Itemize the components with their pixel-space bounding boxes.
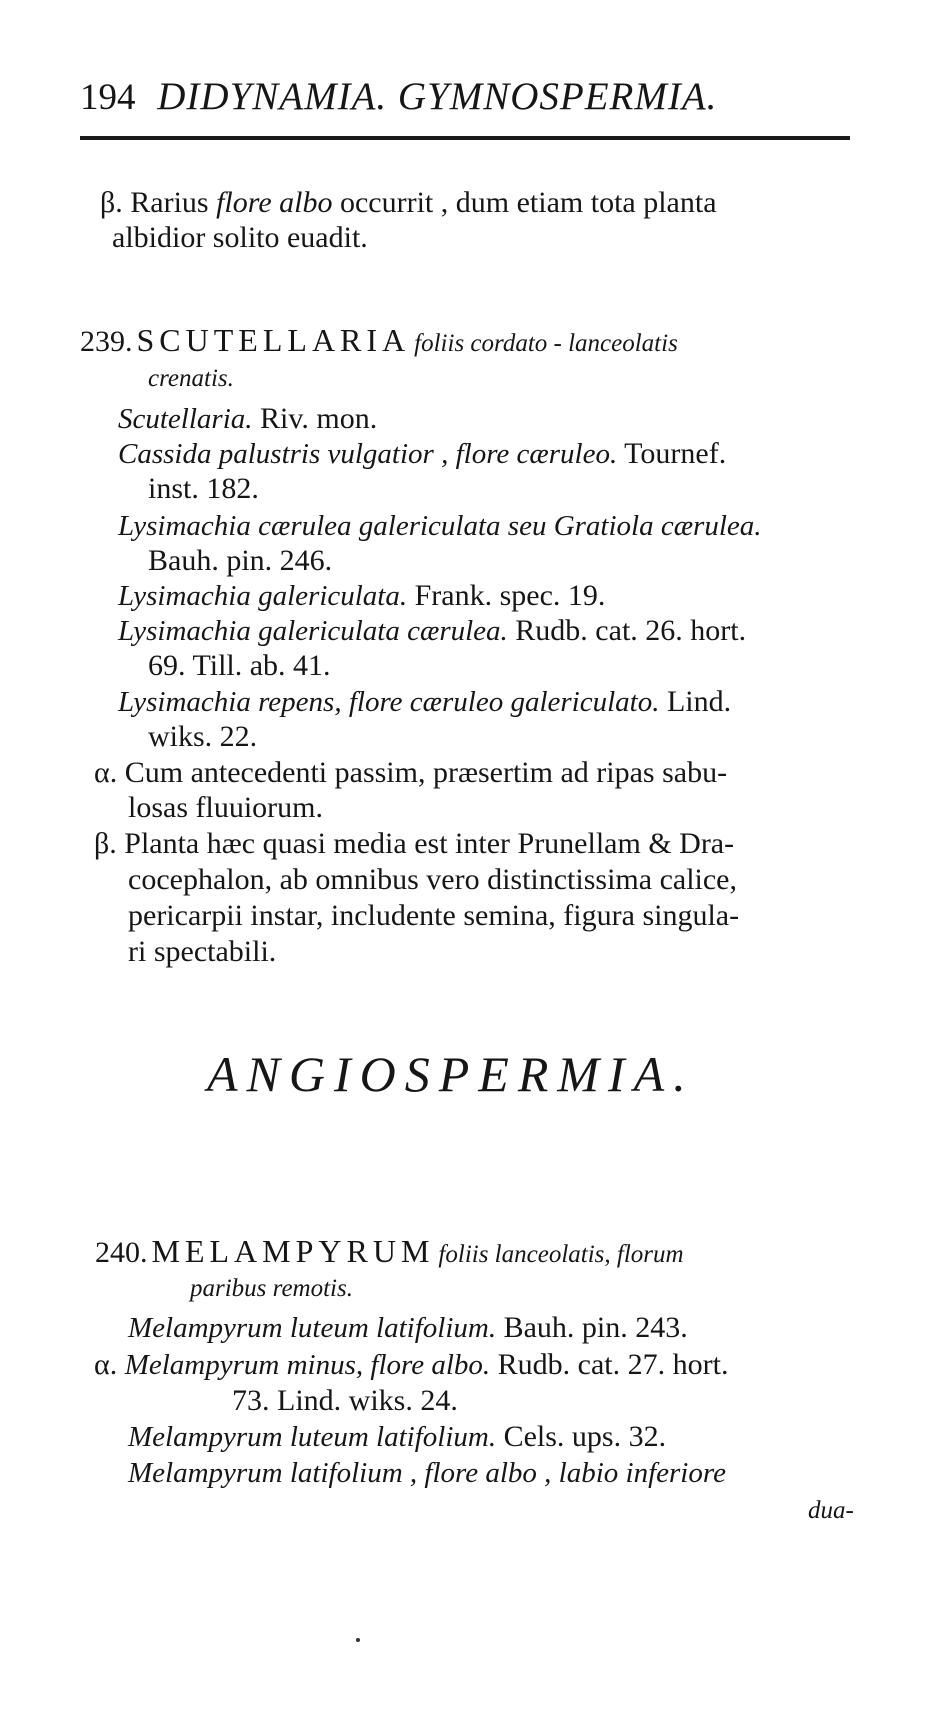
entry-number: 239. xyxy=(80,325,133,358)
synonym-line: Melampyrum luteum latifolium. Cels. ups. 32. xyxy=(128,1420,667,1453)
section-title: ANGIOSPERMIA. xyxy=(207,1046,695,1102)
beta-note-line-2: cocephalon, ab omnibus vero distinctissima calice, xyxy=(128,863,737,896)
genus-name: SCUTELLARIA xyxy=(136,322,411,358)
variety-marker: α. xyxy=(94,1348,118,1381)
beta-line-2: albidior solito euadit. xyxy=(112,221,368,254)
variety-marker: β. xyxy=(94,827,117,860)
synonym-line: Melampyrum luteum latifolium. Bauh. pin. 243. xyxy=(128,1311,688,1344)
beta-note-line-4: ri spectabili. xyxy=(128,935,277,968)
running-title: DIDYNAMIA. GYMNOSPERMIA. xyxy=(157,75,718,118)
beta-note-line-1: β. Planta hæc quasi media est inter Prunellam & Dra- xyxy=(94,827,735,860)
variety-marker: β. xyxy=(100,186,123,219)
genus-name: MELAMPYRUM xyxy=(151,1233,435,1269)
diagnosis: foliis lanceolatis, florum xyxy=(438,1241,684,1268)
synonym-line: Scutellaria. Riv. mon. xyxy=(118,402,378,435)
synonym-line: α. Melampyrum minus, flore albo. Rudb. cat. 27. hort. xyxy=(94,1348,729,1381)
diagnosis-continued: paribus remotis. xyxy=(190,1275,353,1302)
diagnosis-continued: crenatis. xyxy=(148,365,234,392)
synonym-line: inst. 182. xyxy=(148,472,259,505)
variety-marker: α. xyxy=(94,756,118,789)
diagnosis: foliis cordato - lanceolatis xyxy=(414,330,678,357)
beta-note-line-3: pericarpii instar, includente semina, figura singula- xyxy=(128,899,740,932)
alpha-note-line-1: α. Cum antecedenti passim, præsertim ad ripas sabu- xyxy=(94,756,728,789)
page-number: 194 xyxy=(80,77,136,118)
synonym-line: Lysimachia galericulata. Frank. spec. 19. xyxy=(118,579,606,612)
synonym-line: wiks. 22. xyxy=(148,720,258,753)
synonym-line: Bauh. pin. 246. xyxy=(148,544,333,577)
beta-line-1: β. Rarius flore albo occurrit , dum etiam tota planta xyxy=(100,186,717,219)
synonym-line: Melampyrum latifolium , flore albo , labio inferiore xyxy=(128,1457,726,1489)
running-header xyxy=(80,74,717,119)
synonym-line: 73. Lind. wiks. 24. xyxy=(232,1384,458,1417)
synonym-line: Cassida palustris vulgatior , flore cæruleo. Tournef. xyxy=(118,437,727,470)
synonym-line: Lysimachia galericulata cærulea. Rudb. cat. 26. hort. xyxy=(118,614,747,647)
catchword: dua- xyxy=(808,1497,854,1524)
synonym-line: Lysimachia cærulea galericulata seu Gratiola cærulea. xyxy=(118,510,762,542)
header-rule xyxy=(80,136,850,140)
ink-speck xyxy=(356,1638,360,1642)
synonym-line: Lysimachia repens, flore cæruleo galericulato. Lind. xyxy=(118,685,732,718)
alpha-note-line-2: losas fluuiorum. xyxy=(128,791,323,824)
entry-239-heading xyxy=(80,322,678,359)
synonym-line: 69. Till. ab. 41. xyxy=(148,649,331,682)
entry-number: 240. xyxy=(95,1236,148,1269)
entry-240-heading xyxy=(95,1233,684,1270)
